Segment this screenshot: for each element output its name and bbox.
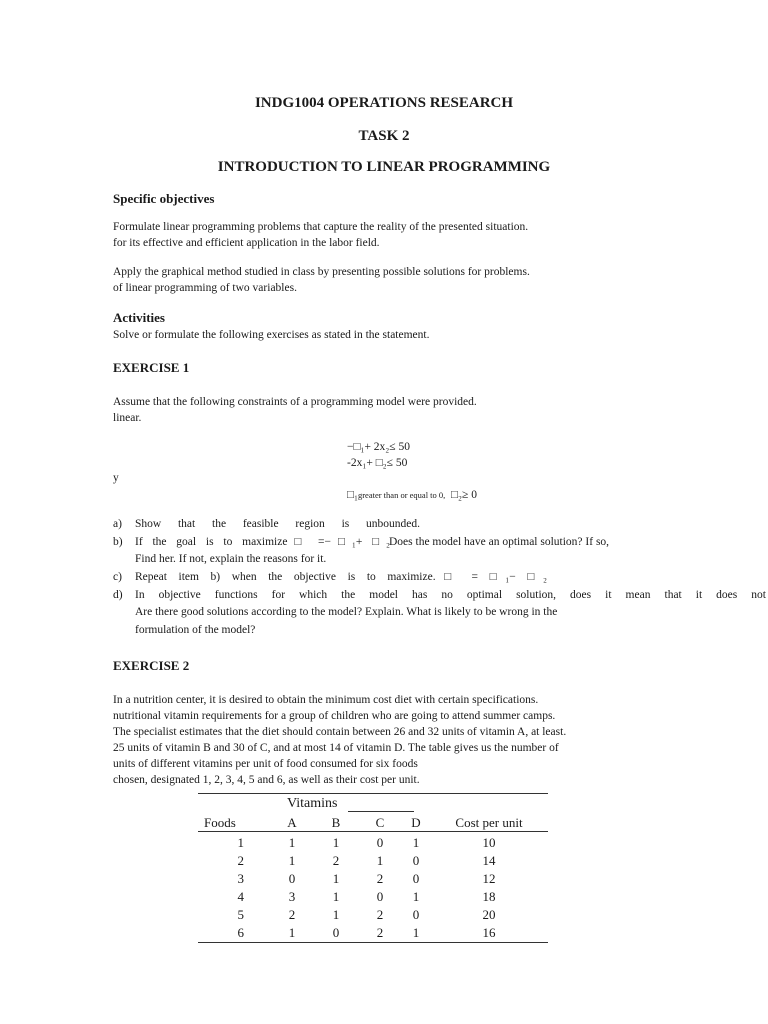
- vitamin-d-cell: 0: [412, 907, 420, 922]
- vitamin-d-cell: 1: [412, 889, 420, 904]
- nonneg-var-1: □₁: [347, 489, 358, 501]
- item-b-text-2: Find her. If not, explain the reasons for it.: [135, 553, 327, 565]
- table-row: [198, 834, 548, 852]
- table-row: [198, 870, 548, 888]
- objective-1-line-2: for its effective and efficient application in the labor field.: [113, 237, 380, 249]
- vitamin-table: [198, 814, 548, 832]
- objective-paragraph-2: [113, 264, 530, 296]
- objective-1-line-1: Formulate linear programming problems that capture the reality of the presented situation.: [113, 221, 529, 233]
- item-a-text: Show that the feasible region is unbounded.: [135, 518, 420, 530]
- cost-cell: 12: [482, 871, 496, 886]
- table-top-rule: [198, 793, 548, 794]
- vitamins-group-header: Vitamins: [287, 796, 338, 811]
- vitamin-d-cell: 1: [412, 925, 420, 940]
- header-cost: Cost per unit: [455, 815, 523, 830]
- item-d-label: d): [113, 589, 123, 601]
- vitamins-group-rule: [348, 811, 414, 812]
- cost-cell: 20: [482, 907, 496, 922]
- item-b-text-1: If the goal is to maximize□ =−□₁+ □₂: [135, 536, 390, 548]
- cost-cell: 16: [482, 925, 496, 940]
- vitamin-a-cell: 1: [288, 925, 296, 940]
- vitamin-c-cell: 2: [376, 925, 384, 940]
- item-d-text-3: formulation of the model?: [135, 624, 256, 636]
- food-cell: 5: [237, 907, 244, 922]
- item-b-label: b): [113, 536, 123, 548]
- vitamin-a-cell: 2: [288, 907, 296, 922]
- header-vitamin-b: B: [331, 815, 341, 830]
- vitamin-d-cell: 1: [412, 835, 420, 850]
- cost-cell: 10: [482, 835, 496, 850]
- objective-2-line-1: Apply the graphical method studied in class by presenting possible solutions for problems.: [113, 266, 530, 278]
- exercise-1-heading: EXERCISE 1: [113, 360, 190, 375]
- vitamin-b-cell: 1: [332, 871, 340, 886]
- task-title: TASK 2: [358, 128, 410, 144]
- food-cell: 1: [237, 835, 244, 850]
- vitamin-c-cell: 0: [376, 889, 384, 904]
- table-bottom-rule: [198, 942, 548, 943]
- table-header-rule: [198, 831, 548, 832]
- header-vitamin-c: C: [375, 815, 385, 830]
- vitamin-c-cell: 1: [376, 853, 384, 868]
- vitamin-a-cell: 3: [288, 889, 296, 904]
- item-d-text-1: In objective functions for which the model has no optimal solution, does it mean that it does not: [135, 589, 766, 601]
- cost-cell: 14: [482, 853, 496, 868]
- food-cell: 4: [237, 889, 244, 904]
- exercise-2-heading: EXERCISE 2: [113, 658, 190, 673]
- nonneg-text: greater than or equal to 0,: [357, 490, 446, 500]
- table-header-row: [198, 814, 548, 832]
- course-title: INDG1004 OPERATIONS RESEARCH: [254, 95, 514, 111]
- nonnegativity-constraint: [347, 487, 477, 503]
- exercise-2-paragraph: [113, 692, 566, 788]
- exercise-1-intro-line-2: linear.: [113, 412, 142, 424]
- table-row: [198, 924, 548, 942]
- exercise-2-line-3: The specialist estimates that the diet should contain between 26 and 32 units of vitamin A, at least.: [113, 726, 567, 738]
- vitamin-c-cell: 0: [376, 835, 384, 850]
- vitamin-a-cell: 0: [288, 871, 296, 886]
- vitamin-d-cell: 0: [412, 871, 420, 886]
- exercise-1-intro: [113, 394, 477, 426]
- vitamin-c-cell: 2: [376, 871, 384, 886]
- exercise-2-line-4: 25 units of vitamin B and 30 of C, and at most 14 of vitamin D. The table gives us the number of: [113, 742, 559, 754]
- vitamin-c-cell: 2: [376, 907, 384, 922]
- exercise-2-line-6: chosen, designated 1, 2, 3, 4, 5 and 6, as well as their cost per unit.: [113, 774, 420, 786]
- exercise-2-line-2: nutritional vitamin requirements for a group of children who are going to attend summer camps.: [113, 710, 556, 722]
- cost-cell: 18: [482, 889, 496, 904]
- food-cell: 6: [237, 925, 244, 940]
- table-row: [198, 852, 548, 870]
- topic-title: INTRODUCTION TO LINEAR PROGRAMMING: [217, 159, 551, 175]
- vitamin-b-cell: 1: [332, 907, 340, 922]
- nonneg-var-2: □₂≥ 0: [451, 489, 477, 501]
- vitamin-b-cell: 1: [332, 889, 340, 904]
- header-foods: Foods: [204, 815, 236, 830]
- activities-heading: Activities: [113, 310, 165, 325]
- activities-text: Solve or formulate the following exercises as stated in the statement.: [113, 329, 430, 341]
- vitamin-d-cell: 0: [412, 853, 420, 868]
- conjunction-y: y: [113, 472, 119, 484]
- objective-2-line-2: of linear programming of two variables.: [113, 282, 297, 294]
- table-row: [198, 906, 548, 924]
- objective-paragraph-1: [113, 219, 528, 251]
- header-vitamin-d: D: [411, 815, 421, 830]
- table-row: [198, 888, 548, 906]
- vitamin-b-cell: 0: [332, 925, 340, 940]
- exercise-2-line-1: In a nutrition center, it is desired to obtain the minimum cost diet with certain specifications.: [113, 694, 539, 706]
- item-b-text-1b: Does the model have an optimal solution? If so,: [389, 536, 610, 548]
- header-vitamin-a: A: [287, 815, 297, 830]
- item-c-text: Repeat item b) when the objective is to maximize.□ = □₁− □₂: [135, 571, 547, 583]
- exercise-1-intro-line-1: Assume that the following constraints of a programming model were provided.: [113, 396, 477, 408]
- exercise-2-line-5: units of different vitamins per unit of food consumed for six foods: [113, 758, 418, 770]
- vitamin-a-cell: 1: [288, 853, 296, 868]
- objectives-heading: Specific objectives: [113, 191, 215, 206]
- item-d-text-2: Are there good solutions according to the model? Explain. What is likely to be wrong in the: [135, 606, 558, 618]
- item-c-label: c): [113, 571, 122, 583]
- food-cell: 2: [237, 853, 244, 868]
- constraint-1: −□₁+ 2x₂≤ 50: [347, 441, 410, 453]
- vitamin-table-body: [198, 834, 548, 942]
- item-a-label: a): [113, 518, 122, 530]
- food-cell: 3: [237, 871, 244, 886]
- constraint-2: -2x₁+ □₂≤ 50: [347, 457, 408, 469]
- vitamin-a-cell: 1: [288, 835, 296, 850]
- vitamin-b-cell: 2: [332, 853, 340, 868]
- vitamin-b-cell: 1: [332, 835, 340, 850]
